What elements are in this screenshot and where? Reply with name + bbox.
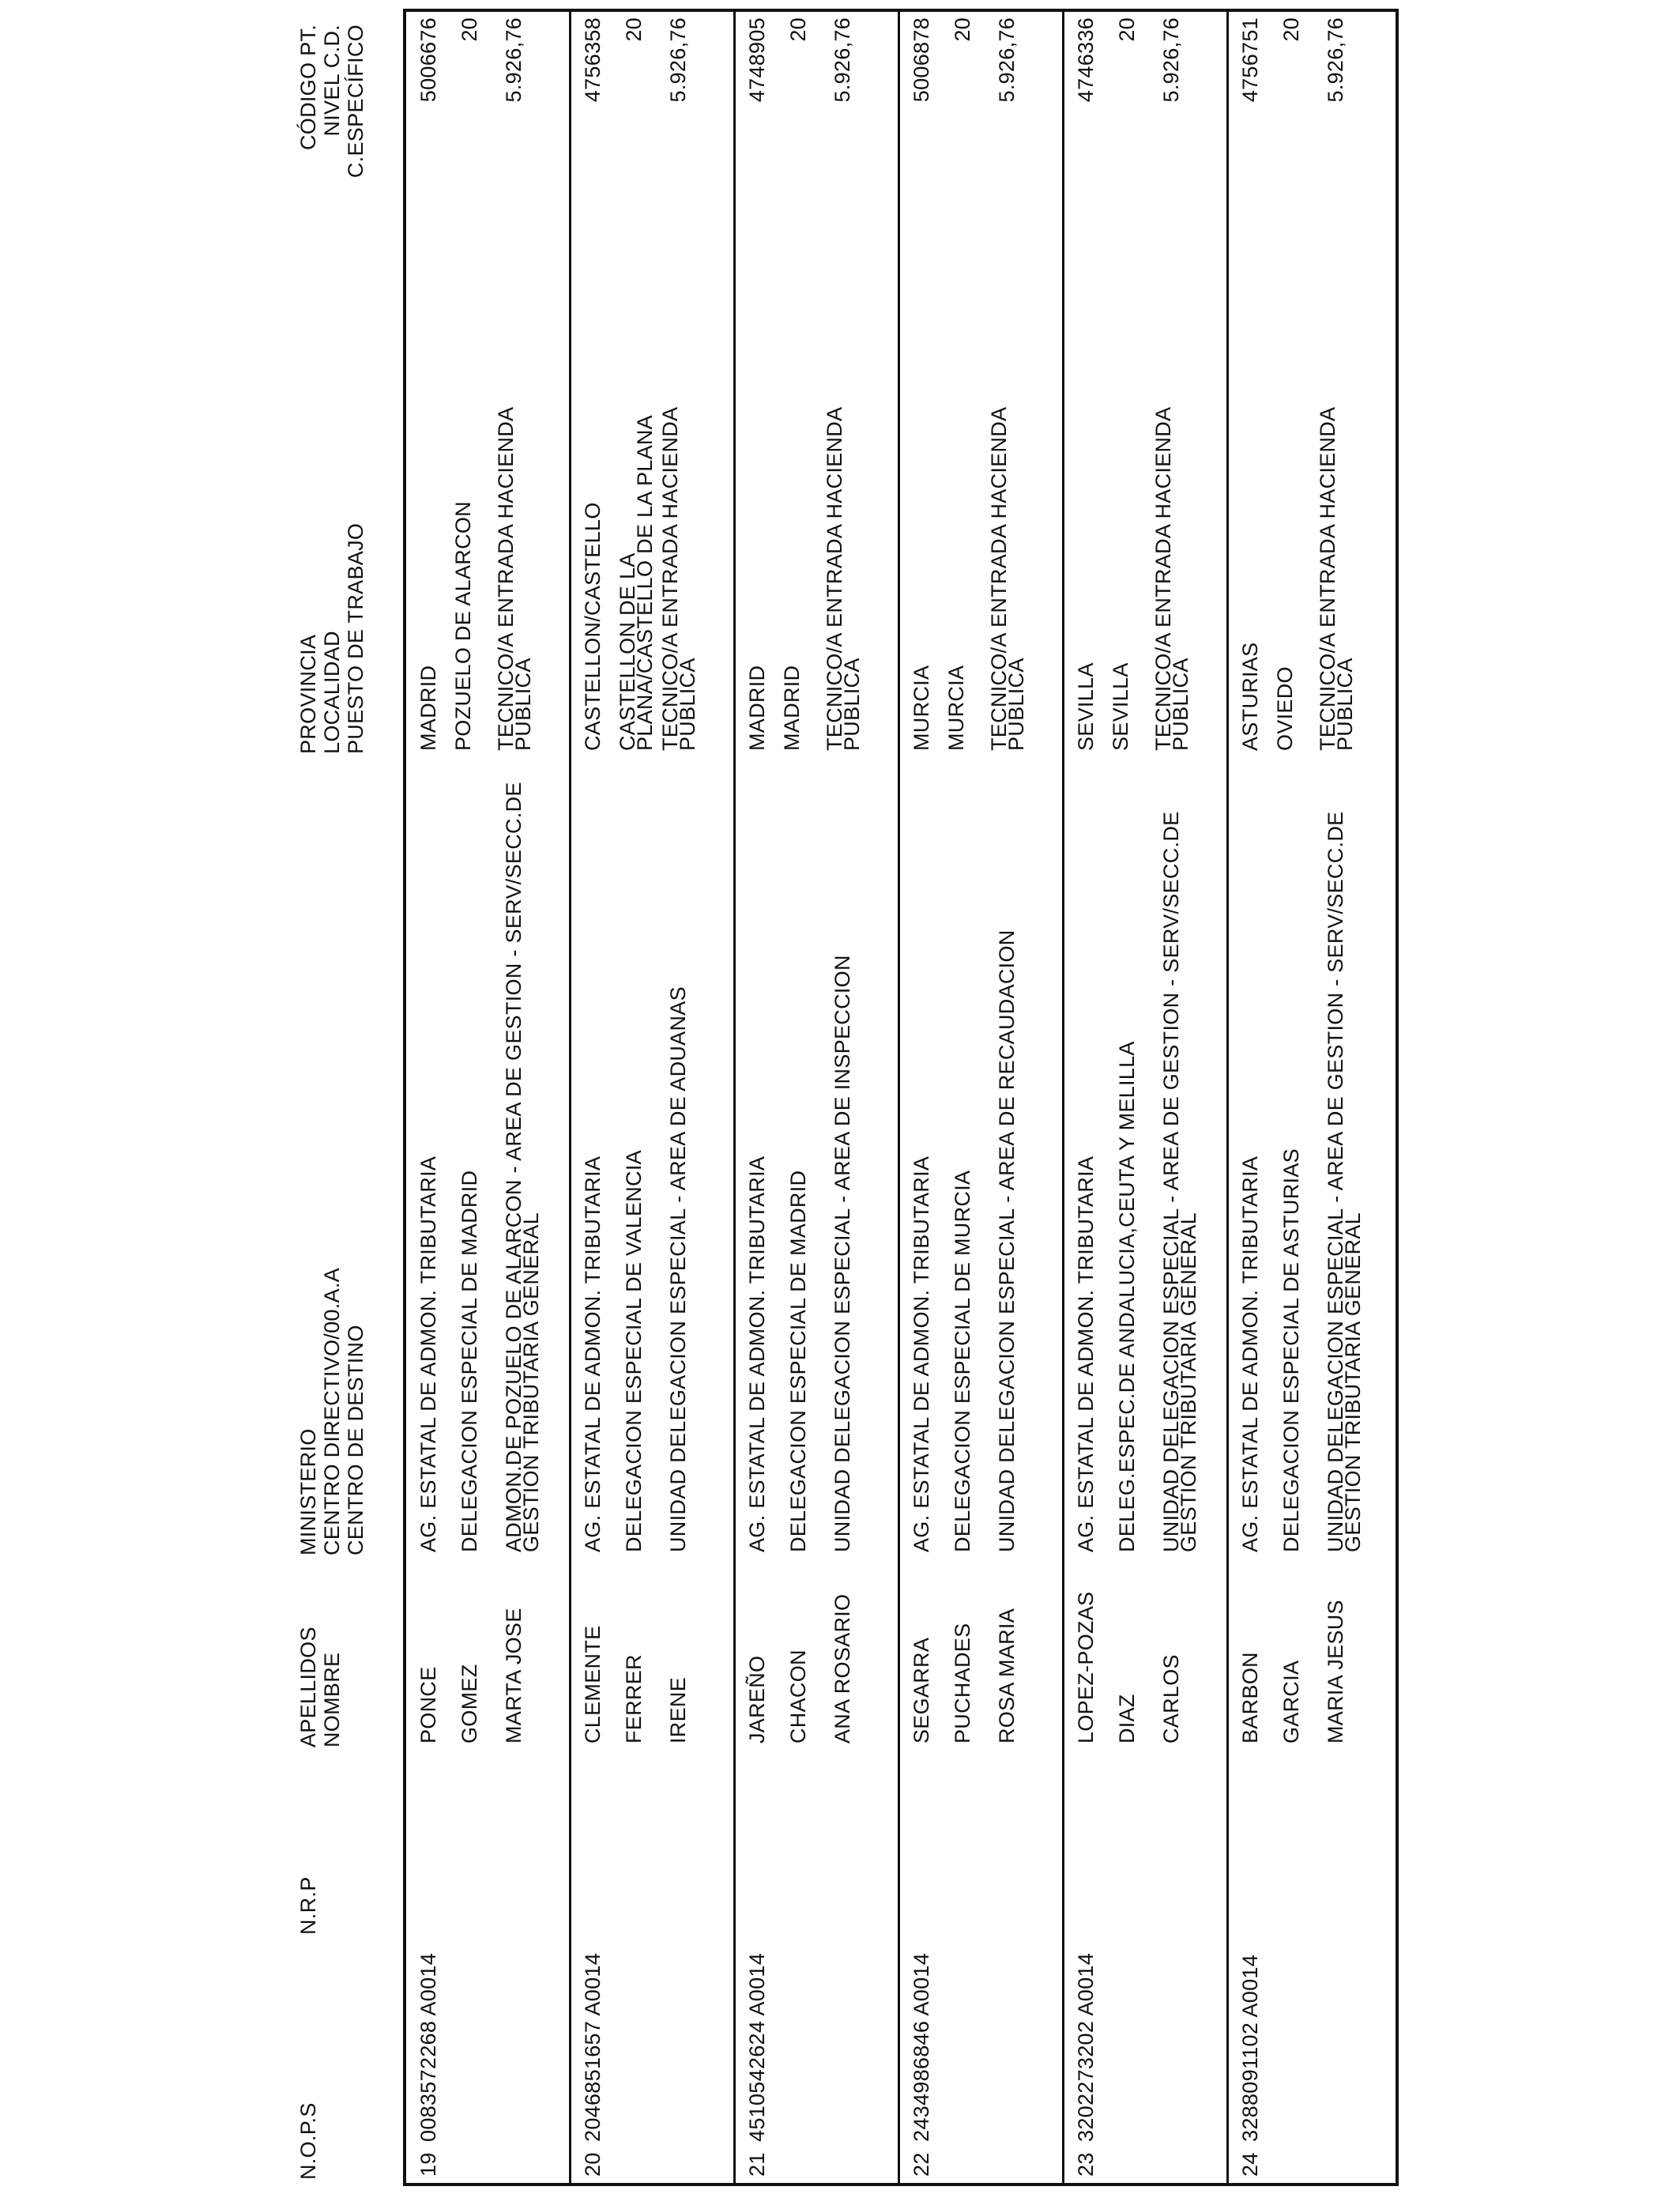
record-provincia: CASTELLON/CASTELLO <box>581 502 605 751</box>
record-nops: 23 <box>1074 2152 1098 2177</box>
record-apellido2: DIAZ <box>1115 1694 1139 1744</box>
record-apellido2: FERRER <box>622 1654 646 1744</box>
record-nops: 24 <box>1238 2152 1262 2177</box>
header-codigo <box>296 25 367 218</box>
record-localidad: POZUELO DE ALARCON <box>451 501 475 751</box>
record-localidad: OVIEDO <box>1273 666 1297 751</box>
record-apellido1: LOPEZ-POZAS <box>1074 1591 1098 1744</box>
header-nops-label: N.O.P.S <box>296 2102 320 2180</box>
record-centro-directivo: DELEGACION ESPECIAL DE VALENCIA <box>622 1150 646 1552</box>
header-especifico-label: C.ESPECÍFICO <box>344 25 367 179</box>
record-nops: 21 <box>745 2152 769 2177</box>
record-centro-destino-cont: GESTION TRIBUTARIA GENERAL <box>519 1212 543 1552</box>
record-especifico: 5.926,76 <box>666 17 690 103</box>
record-puesto: TECNICO/A ENTRADA HACIENDA <box>987 406 1011 751</box>
record-nivel: 20 <box>1279 17 1303 42</box>
record-centro-destino: UNIDAD DELEGACION ESPECIAL - AREA DE GESTION - SERV/SECC.DE <box>1159 811 1183 1552</box>
header-nombre-label: NOMBRE <box>320 1652 344 1747</box>
record-nivel: 20 <box>951 17 974 42</box>
header-apellidos-nombre <box>296 1627 344 1747</box>
record-especifico: 5.926,76 <box>1324 17 1347 103</box>
record-codigo: 4748905 <box>745 17 769 103</box>
header-apellidos-label: APELLIDOS <box>296 1627 320 1747</box>
record-puesto: TECNICO/A ENTRADA HACIENDA <box>1151 406 1175 751</box>
record-apellido2: PUCHADES <box>951 1623 974 1744</box>
record-centro-directivo: DELEGACION ESPECIAL DE MADRID <box>786 1170 810 1552</box>
record-nivel: 20 <box>1115 17 1139 42</box>
record-centro-destino: UNIDAD DELEGACION ESPECIAL - AREA DE RECAUDACION <box>995 929 1019 1552</box>
header-nrp-label: N.R.P <box>296 1876 320 1935</box>
record-provincia: MADRID <box>745 665 769 751</box>
record-puesto-cont: PUBLICA <box>511 658 535 751</box>
record-centro-destino: UNIDAD DELEGACION ESPECIAL - AREA DE INSPECCION <box>831 955 854 1552</box>
header-centro-destino-label: CENTRO DE DESTINO <box>344 1325 367 1555</box>
record-provincia: MURCIA <box>910 665 933 751</box>
record-nrp: 3202273202 A0014 <box>1074 1952 1098 2142</box>
record-codigo: 4756751 <box>1238 17 1262 103</box>
record-centro-destino-cont: GESTION TRIBUTARIA GENERAL <box>1177 1212 1200 1552</box>
record-localidad: CASTELLON DE LA <box>616 552 639 751</box>
record-nombre: MARIA JESUS <box>1324 1600 1347 1744</box>
record-row <box>1064 12 1228 2183</box>
record-ministerio: AG. ESTATAL DE ADMON. TRIBUTARIA <box>1238 1155 1262 1552</box>
header-ubicacion <box>296 523 367 754</box>
record-nops: 20 <box>581 2152 605 2177</box>
record-puesto-cont: PUBLICA <box>840 658 864 751</box>
record-codigo: 4756358 <box>581 17 605 103</box>
record-nombre: ROSA MARIA <box>995 1608 1019 1744</box>
record-puesto: TECNICO/A ENTRADA HACIENDA <box>494 406 518 751</box>
record-puesto-cont: PUBLICA <box>676 658 699 751</box>
record-apellido2: GOMEZ <box>458 1664 481 1744</box>
header-provincia-label: PROVINCIA <box>296 634 320 754</box>
record-puesto-cont: PUBLICA <box>1333 658 1357 751</box>
record-apellido2: GARCIA <box>1279 1660 1303 1744</box>
header-centro <box>296 1268 367 1555</box>
record-nombre: CARLOS <box>1159 1654 1183 1744</box>
record-provincia: MADRID <box>416 665 440 751</box>
record-puesto: TECNICO/A ENTRADA HACIENDA <box>658 406 682 751</box>
record-separator <box>569 12 571 2183</box>
record-puesto: TECNICO/A ENTRADA HACIENDA <box>823 406 846 751</box>
record-nrp: 4510542624 A0014 <box>745 1952 769 2142</box>
record-nombre: MARTA JOSE <box>502 1608 525 1744</box>
record-row <box>406 12 571 2183</box>
header-localidad-label: LOCALIDAD <box>320 631 344 754</box>
header-puesto-label: PUESTO DE TRABAJO <box>344 522 367 754</box>
record-centro-destino: ADMON.DE POZUELO DE ALARCON - AREA DE GESTION - SERV/SECC.DE <box>502 782 525 1552</box>
record-ministerio: AG. ESTATAL DE ADMON. TRIBUTARIA <box>1074 1155 1098 1552</box>
record-localidad: SEVILLA <box>1109 662 1132 751</box>
record-apellido1: BARBON <box>1238 1652 1262 1744</box>
header-codigo-label: CÓDIGO PT. <box>296 25 320 151</box>
record-apellido2: CHACON <box>786 1649 810 1744</box>
record-row <box>1228 12 1392 2183</box>
header-centro-directivo-label: CENTRO DIRECTIVO/00.A.A <box>320 1268 344 1555</box>
record-centro-destino: UNIDAD DELEGACION ESPECIAL - AREA DE ADUANAS <box>666 986 690 1552</box>
record-apellido1: SEGARRA <box>910 1637 933 1744</box>
record-puesto-cont: PUBLICA <box>1004 658 1028 751</box>
record-localidad-cont: PLANA/CASTELLO DE LA PLANA <box>633 415 657 751</box>
record-nrp: 3288091102 A0014 <box>1238 1954 1262 2142</box>
record-especifico: 5.926,76 <box>995 17 1019 103</box>
record-nops: 19 <box>416 2152 440 2177</box>
record-apellido1: JAREÑO <box>745 1655 769 1744</box>
record-apellido1: CLEMENTE <box>581 1625 605 1744</box>
header-nops <box>296 2102 320 2180</box>
record-row <box>735 12 899 2183</box>
record-ministerio: AG. ESTATAL DE ADMON. TRIBUTARIA <box>581 1155 605 1552</box>
record-ministerio: AG. ESTATAL DE ADMON. TRIBUTARIA <box>910 1155 933 1552</box>
record-row <box>899 12 1064 2183</box>
record-nivel: 20 <box>786 17 810 42</box>
record-nombre: ANA ROSARIO <box>831 1593 854 1744</box>
record-row <box>571 12 735 2183</box>
record-separator <box>733 12 736 2183</box>
record-codigo: 5006878 <box>910 17 933 103</box>
record-localidad: MURCIA <box>944 665 968 751</box>
record-codigo: 4746336 <box>1074 17 1098 103</box>
record-nivel: 20 <box>622 17 646 42</box>
record-centro-directivo: DELEGACION ESPECIAL DE MURCIA <box>951 1170 974 1552</box>
record-puesto-cont: PUBLICA <box>1169 658 1192 751</box>
record-provincia: ASTURIAS <box>1238 642 1262 751</box>
record-nombre: IRENE <box>666 1676 690 1744</box>
record-nops: 22 <box>910 2152 933 2177</box>
record-nrp: 2046851657 A0014 <box>581 1952 605 2142</box>
record-centro-directivo: DELEGACION ESPECIAL DE ASTURIAS <box>1279 1148 1303 1552</box>
record-especifico: 5.926,76 <box>831 17 854 103</box>
record-separator <box>898 12 900 2183</box>
record-ministerio: AG. ESTATAL DE ADMON. TRIBUTARIA <box>416 1155 440 1552</box>
record-centro-destino-cont: GESTION TRIBUTARIA GENERAL <box>1341 1212 1365 1552</box>
record-nrp: 0083572268 A0014 <box>416 1952 440 2142</box>
record-centro-directivo: DELEGACION ESPECIAL DE MADRID <box>458 1170 481 1552</box>
record-localidad: MADRID <box>780 665 804 751</box>
header-nrp <box>296 1876 320 1935</box>
records-table <box>403 9 1399 2186</box>
record-centro-destino: UNIDAD DELEGACION ESPECIAL - AREA DE GESTION - SERV/SECC.DE <box>1324 811 1347 1552</box>
record-codigo: 5006676 <box>416 17 440 103</box>
record-separator <box>1226 12 1229 2183</box>
record-ministerio: AG. ESTATAL DE ADMON. TRIBUTARIA <box>745 1155 769 1552</box>
record-separator <box>1062 12 1064 2183</box>
header-ministerio-label: MINISTERIO <box>296 1428 320 1555</box>
header-nivel-label: NIVEL C.D. <box>320 25 344 137</box>
record-puesto: TECNICO/A ENTRADA HACIENDA <box>1316 406 1339 751</box>
record-nivel: 20 <box>458 17 481 42</box>
record-apellido1: PONCE <box>416 1666 440 1744</box>
record-especifico: 5.926,76 <box>502 17 525 103</box>
record-especifico: 5.926,76 <box>1159 17 1183 103</box>
record-centro-directivo: DELEG.ESPEC.DE ANDALUCIA,CEUTA Y MELILLA <box>1115 1041 1139 1552</box>
record-provincia: SEVILLA <box>1074 662 1098 751</box>
record-nrp: 2434986846 A0014 <box>910 1952 933 2142</box>
